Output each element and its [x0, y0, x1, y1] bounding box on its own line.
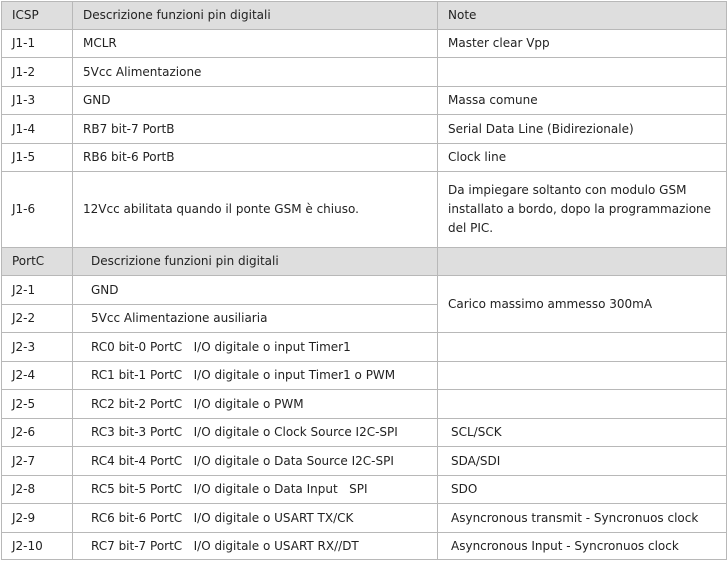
pin-cell: J1-2 [2, 58, 73, 87]
note-cell [438, 390, 727, 419]
description-cell: GND [73, 276, 438, 305]
description-cell: RC7 bit-7 PortC I/O digitale o USART RX//DT [73, 533, 438, 560]
pin-cell: J1-3 [2, 87, 73, 115]
portc-header-note [438, 248, 727, 276]
pin-cell: J2-8 [2, 476, 73, 504]
description-cell: RC3 bit-3 PortC I/O digitale o Clock Source I2C-SPI [73, 419, 438, 447]
note-cell: SDO [438, 476, 727, 504]
table-row [2, 172, 727, 248]
pin-cell: J2-1 [2, 276, 73, 305]
icsp-header-row [2, 2, 727, 30]
note-cell: Da impiegare soltanto con modulo GSM installato a bordo, dopo la programmazione del PIC. [438, 172, 727, 248]
note-cell: Asyncronous transmit - Syncronuos clock [438, 504, 727, 533]
pin-cell: J2-10 [2, 533, 73, 560]
description-cell: 12Vcc abilitata quando il ponte GSM è chiuso. [73, 172, 438, 248]
description-cell: RB7 bit-7 PortB [73, 115, 438, 144]
note-cell: Asyncronous Input - Syncronuos clock [438, 533, 727, 560]
table-row [2, 115, 727, 144]
note-cell [438, 362, 727, 390]
note-cell: Clock line [438, 144, 727, 172]
table-row [2, 447, 727, 476]
table-row [2, 30, 727, 58]
description-cell: RC4 bit-4 PortC I/O digitale o Data Source I2C-SPI [73, 447, 438, 476]
table-row [2, 333, 727, 362]
description-cell: RC5 bit-5 PortC I/O digitale o Data Input SPI [73, 476, 438, 504]
table-row [2, 58, 727, 87]
pin-cell: J2-3 [2, 333, 73, 362]
description-cell: RC1 bit-1 PortC I/O digitale o input Timer1 o PWM [73, 362, 438, 390]
note-cell: SDA/SDI [438, 447, 727, 476]
pin-cell: J2-7 [2, 447, 73, 476]
note-cell: Master clear Vpp [438, 30, 727, 58]
pin-cell: J2-9 [2, 504, 73, 533]
note-cell: SCL/SCK [438, 419, 727, 447]
table-row [2, 504, 727, 533]
pin-cell: J1-6 [2, 172, 73, 248]
pin-cell: J1-1 [2, 30, 73, 58]
note-cell: Serial Data Line (Bidirezionale) [438, 115, 727, 144]
note-cell [438, 58, 727, 87]
pin-cell: J2-2 [2, 305, 73, 333]
description-cell: MCLR [73, 30, 438, 58]
pin-function-table [1, 1, 727, 560]
pin-cell: J1-5 [2, 144, 73, 172]
description-cell: GND [73, 87, 438, 115]
table-row [2, 144, 727, 172]
description-cell: RC6 bit-6 PortC I/O digitale o USART TX/CK [73, 504, 438, 533]
portc-header-description: Descrizione funzioni pin digitali [73, 248, 438, 276]
description-cell: RB6 bit-6 PortB [73, 144, 438, 172]
note-cell [438, 333, 727, 362]
note-cell: Massa comune [438, 87, 727, 115]
shared-note-cell: Carico massimo ammesso 300mA [438, 276, 727, 333]
table-row [2, 419, 727, 447]
icsp-header-note: Note [438, 2, 727, 30]
portc-header-pin: PortC [2, 248, 73, 276]
pin-cell: J1-4 [2, 115, 73, 144]
description-cell: 5Vcc Alimentazione ausiliaria [73, 305, 438, 333]
description-cell: 5Vcc Alimentazione [73, 58, 438, 87]
description-cell: RC2 bit-2 PortC I/O digitale o PWM [73, 390, 438, 419]
pin-cell: J2-5 [2, 390, 73, 419]
pin-cell: J2-6 [2, 419, 73, 447]
table-row [2, 87, 727, 115]
table-row [2, 390, 727, 419]
pin-cell: J2-4 [2, 362, 73, 390]
icsp-header-description: Descrizione funzioni pin digitali [73, 2, 438, 30]
table-row [2, 276, 727, 305]
table-row [2, 362, 727, 390]
portc-header-row [2, 248, 727, 276]
table-row [2, 533, 727, 560]
description-cell: RC0 bit-0 PortC I/O digitale o input Timer1 [73, 333, 438, 362]
icsp-header-pin: ICSP [2, 2, 73, 30]
table-row [2, 476, 727, 504]
